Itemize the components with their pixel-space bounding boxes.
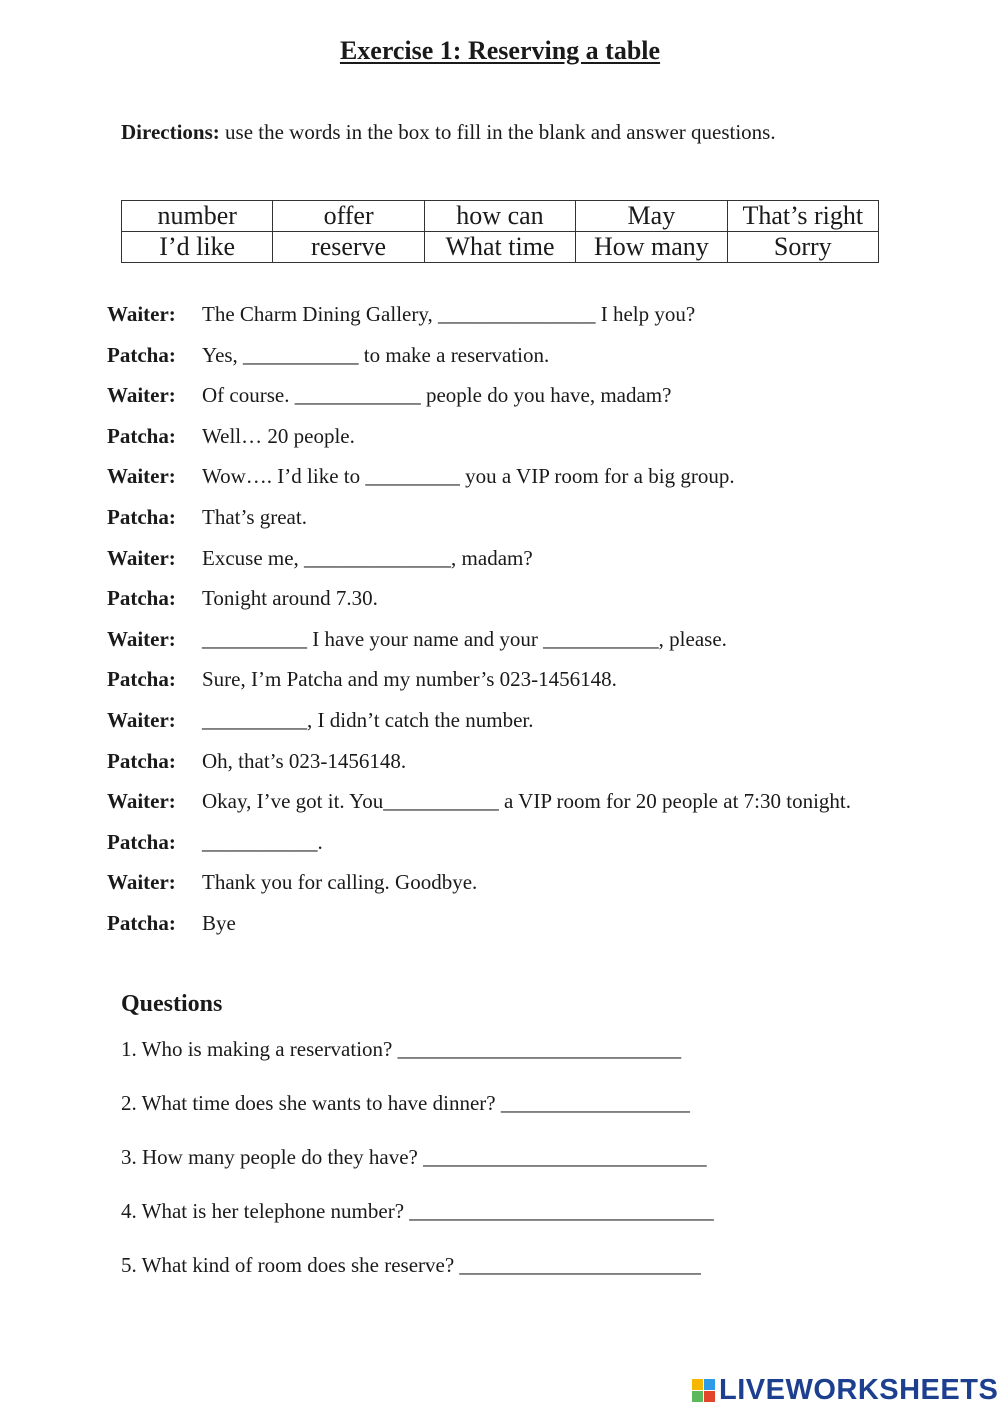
dialogue-line — [107, 302, 851, 343]
question-item: 1. Who is making a reservation? ___________________________ — [121, 1037, 682, 1061]
dialogue — [107, 302, 851, 952]
liveworksheets-logo — [692, 1374, 998, 1407]
speaker: Patcha: — [107, 586, 176, 611]
logo-text: LIVEWORKSHEETS — [719, 1374, 999, 1406]
speaker: Waiter: — [107, 302, 176, 326]
line-text: Okay, I’ve got it. You___________ a VIP room for 20 people at 7:30 tonight. — [202, 789, 852, 814]
speaker: Waiter: — [107, 707, 176, 732]
logo-block — [704, 1391, 715, 1402]
speaker: Patcha: — [107, 342, 176, 367]
speaker: Patcha: — [107, 829, 176, 854]
dialogue-line — [107, 749, 851, 790]
speaker: Waiter: — [107, 545, 176, 570]
line-text: Yes, ___________ to make a reservation. — [202, 342, 550, 367]
logo-blocks-icon — [692, 1379, 715, 1402]
speaker: Waiter: — [107, 870, 176, 895]
dialogue-line — [107, 424, 851, 465]
line-text: Bye — [202, 910, 236, 935]
dialogue-line — [107, 911, 851, 952]
dialogue-line — [107, 505, 851, 546]
line-text: Thank you for calling. Goodbye. — [202, 870, 478, 895]
dialogue-line — [107, 830, 851, 871]
word-box-row — [122, 232, 879, 263]
word-cell: reserve — [273, 232, 424, 263]
directions — [121, 120, 776, 145]
speaker: Waiter: — [107, 626, 176, 651]
dialogue-line — [107, 383, 851, 424]
word-cell: I’d like — [122, 232, 273, 263]
dialogue-line — [107, 343, 851, 384]
word-box-row — [122, 201, 879, 232]
line-text: __________ I have your name and your ___________, please. — [202, 626, 727, 651]
dialogue-line — [107, 870, 851, 911]
speaker: Patcha: — [107, 748, 176, 773]
line-text: Tonight around 7.30. — [202, 586, 378, 611]
dialogue-line — [107, 667, 851, 708]
dialogue-line — [107, 708, 851, 749]
line-text: Of course. ____________ people do you have, madam? — [202, 383, 672, 408]
questions-heading: Questions — [121, 991, 223, 1017]
logo-block — [704, 1379, 715, 1390]
dialogue-line — [107, 789, 851, 830]
line-text: Wow…. I’d like to _________ you a VIP room for a big group. — [202, 464, 735, 489]
dialogue-line — [107, 627, 851, 668]
line-text: __________, I didn’t catch the number. — [202, 707, 534, 732]
logo-block — [692, 1379, 703, 1390]
word-box — [121, 200, 879, 263]
line-text: That’s great. — [202, 504, 307, 529]
directions-text: use the words in the box to fill in the blank and answer questions. — [219, 120, 776, 144]
word-cell: How many — [576, 232, 727, 263]
logo-block — [692, 1391, 703, 1402]
question-item: 2. What time does she wants to have dinner? __________________ — [121, 1091, 690, 1115]
dialogue-line — [107, 586, 851, 627]
speaker: Patcha: — [107, 667, 176, 692]
word-cell: number — [122, 201, 273, 232]
speaker: Waiter: — [107, 383, 176, 408]
line-text: ___________. — [202, 829, 323, 854]
word-cell: What time — [424, 232, 575, 263]
dialogue-line — [107, 464, 851, 505]
dialogue-line — [107, 546, 851, 587]
speaker: Waiter: — [107, 464, 176, 489]
line-text: Sure, I’m Patcha and my number’s 023-1456148. — [202, 667, 617, 692]
speaker: Patcha: — [107, 423, 176, 448]
speaker: Patcha: — [107, 504, 176, 529]
question-item: 4. What is her telephone number? _____________________________ — [121, 1199, 714, 1223]
questions-list — [121, 1037, 714, 1307]
word-cell: how can — [424, 201, 575, 232]
line-text: Excuse me, ______________, madam? — [202, 545, 533, 570]
directions-label: Directions: — [121, 120, 220, 144]
question-item: 3. How many people do they have? ___________________________ — [121, 1145, 707, 1169]
question-item: 5. What kind of room does she reserve? _______________________ — [121, 1253, 701, 1277]
speaker: Waiter: — [107, 789, 176, 814]
speaker: Patcha: — [107, 910, 176, 935]
line-text: Well… 20 people. — [202, 423, 355, 448]
line-text: Oh, that’s 023-1456148. — [202, 748, 407, 773]
word-cell: Sorry — [727, 232, 878, 263]
word-cell: That’s right — [727, 201, 878, 232]
word-cell: offer — [273, 201, 424, 232]
word-cell: May — [576, 201, 727, 232]
page-title: Exercise 1: Reserving a table — [339, 36, 661, 65]
line-text: The Charm Dining Gallery, _______________ I help you? — [202, 302, 696, 326]
